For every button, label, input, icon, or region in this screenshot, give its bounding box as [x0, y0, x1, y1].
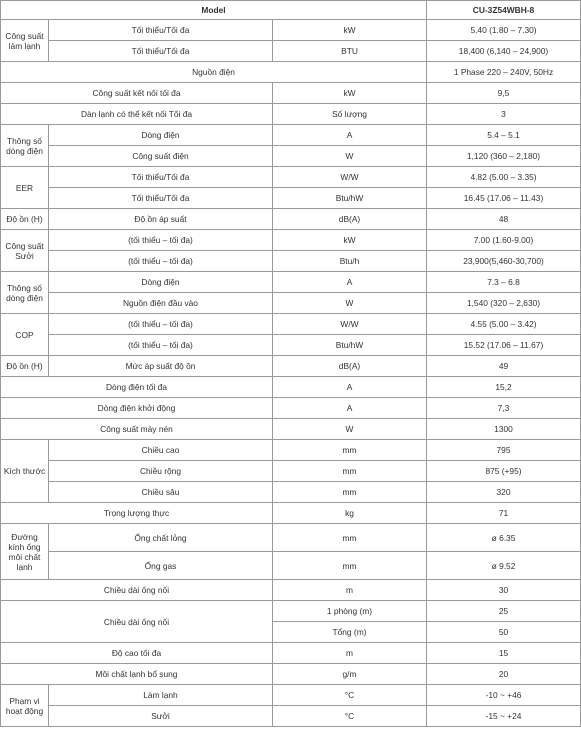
table-row — [1, 251, 581, 272]
group-current-heating: Thông số dòng điện — [1, 272, 49, 314]
row-value: ø 6.35 — [427, 524, 581, 552]
row-label: Độ ồn áp suất — [49, 209, 273, 230]
row-unit: kW — [273, 230, 427, 251]
row-unit: A — [273, 377, 427, 398]
table-row — [1, 482, 581, 503]
row-value: ø 9.52 — [427, 552, 581, 580]
row-label: Làm lạnh — [49, 685, 273, 706]
table-row — [1, 41, 581, 62]
row-unit: kW — [273, 20, 427, 41]
row-label: Tối thiểu/Tối đa — [49, 188, 273, 209]
row-value: 50 — [427, 622, 581, 643]
group-noise-heating: Độ ồn (H) — [1, 356, 49, 377]
row-label: Mức áp suất độ ồn — [49, 356, 273, 377]
row-value: 16.45 (17.06 – 11.43) — [427, 188, 581, 209]
row-value: 9,5 — [427, 83, 581, 104]
table-row — [1, 580, 581, 601]
row-value: 7.00 (1.60-9.00) — [427, 230, 581, 251]
table-row — [1, 643, 581, 664]
row-value: 30 — [427, 580, 581, 601]
row-value: 5.40 (1.80 – 7.30) — [427, 20, 581, 41]
row-unit: kg — [273, 503, 427, 524]
table-row — [1, 552, 581, 580]
row-label: Trọng lượng thực — [1, 503, 273, 524]
row-unit: W — [273, 293, 427, 314]
row-value: 18,400 (6,140 – 24,900) — [427, 41, 581, 62]
table-row — [1, 293, 581, 314]
row-unit: dB(A) — [273, 209, 427, 230]
table-row — [1, 230, 581, 251]
row-unit: mm — [273, 552, 427, 580]
table-row — [1, 706, 581, 727]
table-row — [1, 314, 581, 335]
row-unit: A — [273, 398, 427, 419]
row-unit: W — [273, 419, 427, 440]
row-label: Ống chất lỏng — [49, 524, 273, 552]
row-unit: °C — [273, 706, 427, 727]
row-unit: Tổng (m) — [273, 622, 427, 643]
row-value: 48 — [427, 209, 581, 230]
row-label: (tối thiểu – tối đa) — [49, 314, 273, 335]
group-cop: COP — [1, 314, 49, 356]
row-unit: kW — [273, 83, 427, 104]
row-value: 7.3 – 6.8 — [427, 272, 581, 293]
group-dimensions: Kích thước — [1, 440, 49, 503]
row-label: (tối thiểu – tối đa) — [49, 335, 273, 356]
row-value: 1,120 (360 – 2,180) — [427, 146, 581, 167]
table-row — [1, 62, 581, 83]
row-value: 15,2 — [427, 377, 581, 398]
row-label: Dòng điện — [49, 272, 273, 293]
table-row — [1, 188, 581, 209]
row-value: 1300 — [427, 419, 581, 440]
row-unit: A — [273, 125, 427, 146]
row-label: Chiều dài ống nối — [1, 601, 273, 643]
row-unit: dB(A) — [273, 356, 427, 377]
row-label: Chiều dài ống nối — [1, 580, 273, 601]
table-row — [1, 377, 581, 398]
row-value: 20 — [427, 664, 581, 685]
table-row — [1, 398, 581, 419]
row-label: (tối thiểu – tối đa) — [49, 230, 273, 251]
row-value: 795 — [427, 440, 581, 461]
row-unit: 1 phòng (m) — [273, 601, 427, 622]
row-value: 4.55 (5.00 – 3.42) — [427, 314, 581, 335]
row-label: Chiều cao — [49, 440, 273, 461]
row-value: 875 (+95) — [427, 461, 581, 482]
row-label: Chiều rộng — [49, 461, 273, 482]
group-heating-capacity: Công suất Sưởi — [1, 230, 49, 272]
table-row — [1, 503, 581, 524]
table-row — [1, 335, 581, 356]
row-unit: W/W — [273, 314, 427, 335]
group-current-cooling: Thông số dòng điện — [1, 125, 49, 167]
row-label: Dàn lạnh có thể kết nối Tối đa — [1, 104, 273, 125]
group-operating-range: Phạm vi hoạt động — [1, 685, 49, 727]
row-unit: °C — [273, 685, 427, 706]
row-label: Độ cao tối đa — [1, 643, 273, 664]
row-unit: mm — [273, 440, 427, 461]
row-unit: mm — [273, 461, 427, 482]
row-value: 320 — [427, 482, 581, 503]
row-label: Nguồn điện đầu vào — [49, 293, 273, 314]
row-unit: BTU — [273, 41, 427, 62]
row-value: 1,540 (320 – 2,630) — [427, 293, 581, 314]
table-row — [1, 209, 581, 230]
table-row — [1, 419, 581, 440]
model-label: Model — [1, 1, 427, 20]
table-row — [1, 524, 581, 552]
row-label: Công suất máy nén — [1, 419, 273, 440]
row-label: Nguồn điện — [1, 62, 427, 83]
row-value: 49 — [427, 356, 581, 377]
table-row — [1, 167, 581, 188]
row-unit: W — [273, 146, 427, 167]
table-row — [1, 125, 581, 146]
table-row — [1, 601, 581, 622]
row-value: 7,3 — [427, 398, 581, 419]
table-row — [1, 83, 581, 104]
row-label: Chiều sâu — [49, 482, 273, 503]
row-value: 23,900(5,460-30,700) — [427, 251, 581, 272]
row-unit: Số lượng — [273, 104, 427, 125]
row-label: Tối thiểu/Tối đa — [49, 167, 273, 188]
row-label: Công suất điện — [49, 146, 273, 167]
row-label: Dòng điện — [49, 125, 273, 146]
table-header-row — [1, 1, 581, 20]
row-unit: mm — [273, 524, 427, 552]
row-label: Dòng điện tối đa — [1, 377, 273, 398]
table-row — [1, 356, 581, 377]
model-value: CU-3Z54WBH-8 — [427, 1, 581, 20]
table-row — [1, 664, 581, 685]
row-label: Công suất kết nối tối đa — [1, 83, 273, 104]
row-unit: mm — [273, 482, 427, 503]
table-row — [1, 20, 581, 41]
row-unit: g/m — [273, 664, 427, 685]
row-value: 15.52 (17.06 – 11.67) — [427, 335, 581, 356]
table-row — [1, 461, 581, 482]
row-label: Dòng điện khởi động — [1, 398, 273, 419]
row-unit: W/W — [273, 167, 427, 188]
table-row — [1, 272, 581, 293]
row-label: Tối thiểu/Tối đa — [49, 20, 273, 41]
row-unit: Btu/h — [273, 251, 427, 272]
row-label: Tối thiểu/Tối đa — [49, 41, 273, 62]
row-value: 71 — [427, 503, 581, 524]
row-unit: m — [273, 643, 427, 664]
group-noise-cooling: Độ ồn (H) — [1, 209, 49, 230]
row-value: 1 Phase 220 – 240V, 50Hz — [427, 62, 581, 83]
group-pipe-diameter: Đường kính ống môi chất lạnh — [1, 524, 49, 580]
row-value: 25 — [427, 601, 581, 622]
group-eer: EER — [1, 167, 49, 209]
table-row — [1, 104, 581, 125]
row-label: Sưởi — [49, 706, 273, 727]
row-unit: A — [273, 272, 427, 293]
table-row — [1, 146, 581, 167]
row-unit: Btu/hW — [273, 188, 427, 209]
row-value: 15 — [427, 643, 581, 664]
row-value: 5.4 – 5.1 — [427, 125, 581, 146]
table-row — [1, 685, 581, 706]
row-unit: m — [273, 580, 427, 601]
table-row — [1, 440, 581, 461]
group-cooling-capacity: Công suất làm lạnh — [1, 20, 49, 62]
row-label: Ống gas — [49, 552, 273, 580]
row-value: 4.82 (5.00 – 3.35) — [427, 167, 581, 188]
row-label: Môi chất lạnh bổ sung — [1, 664, 273, 685]
row-value: -10 ~ +46 — [427, 685, 581, 706]
row-unit: Btu/hW — [273, 335, 427, 356]
row-value: 3 — [427, 104, 581, 125]
row-label: (tối thiểu – tối đa) — [49, 251, 273, 272]
row-value: -15 ~ +24 — [427, 706, 581, 727]
